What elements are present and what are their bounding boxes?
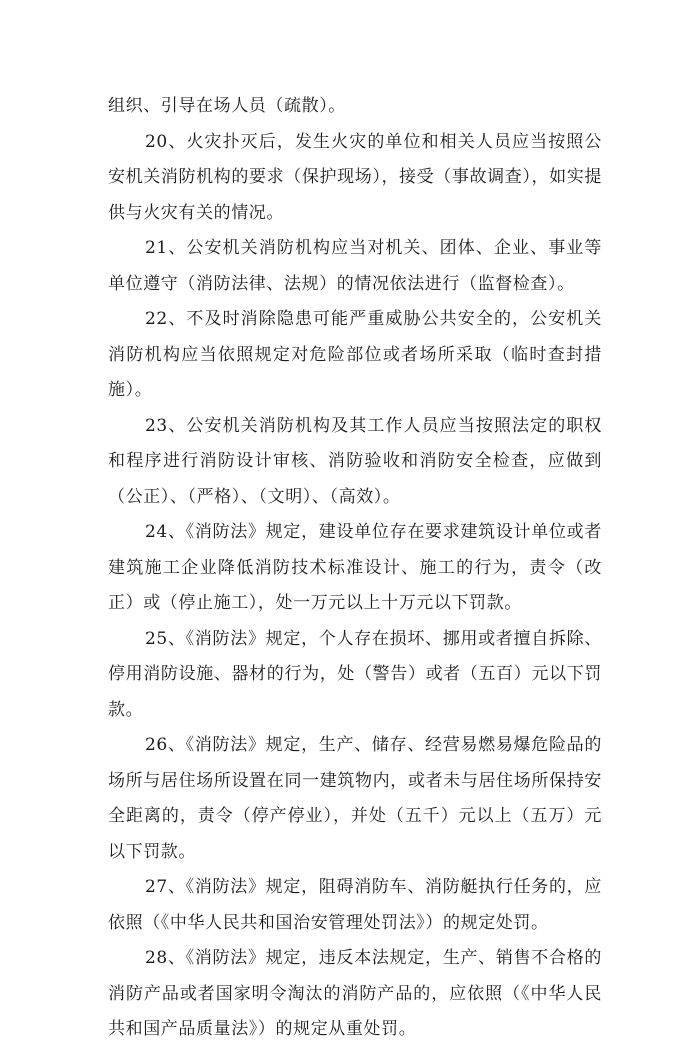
paragraph-item-28: 28、《消防法》规定，违反本法规定，生产、销售不合格的消防产品或者国家明令淘汰的消防产品的，应依照（《中华人民共和国产品质量法》）的规定从重处罚。 <box>108 948 602 1039</box>
paragraph-item-26: 26、《消防法》规定，生产、储存、经营易燃易爆危险品的场所与居住场所设置在同一建筑物内，或者未与居住场所保持安全距离的，责令（停产停业），并处（五千）元以上（五万）元以下罚款。 <box>108 735 602 862</box>
document-body <box>108 89 602 1048</box>
paragraph-item-22: 22、不及时消除隐患可能严重威胁公共安全的，公安机关消防机构应当依照规定对危险部位或者场所采取（临时查封措施）。 <box>108 309 602 400</box>
paragraph-item-20: 20、火灾扑灭后，发生火灾的单位和相关人员应当按照公安机关消防机构的要求（保护现场），接受（事故调查），如实提供与火灾有关的情况。 <box>108 131 602 223</box>
paragraph-item-23: 23、公安机关消防机构及其工作人员应当按照法定的职权和程序进行消防设计审核、消防验收和消防安全检查，应做到（公正）、（严格）、（文明）、（高效）。 <box>108 415 602 507</box>
paragraph-item-24: 24、《消防法》规定，建设单位存在要求建筑设计单位或者建筑施工企业降低消防技术标准设计、施工的行为，责令（改正）或（停止施工），处一万元以上十万元以下罚款。 <box>108 522 602 613</box>
paragraph-continuation: 组织、引导在场人员（疏散）。 <box>108 96 346 116</box>
paragraph-item-21: 21、公安机关消防机构应当对机关、团体、企业、事业等单位遵守（消防法律、法规）的情况依法进行（监督检查）。 <box>108 238 602 294</box>
paragraph-item-25: 25、《消防法》规定，个人存在损坏、挪用或者擅自拆除、停用消防设施、器材的行为，处（警告）或者（五百）元以下罚款。 <box>108 628 602 720</box>
paragraph-item-27: 27、《消防法》规定，阻碍消防车、消防艇执行任务的，应依照（《中华人民共和国治安管理处罚法》）的规定处罚。 <box>108 877 602 933</box>
